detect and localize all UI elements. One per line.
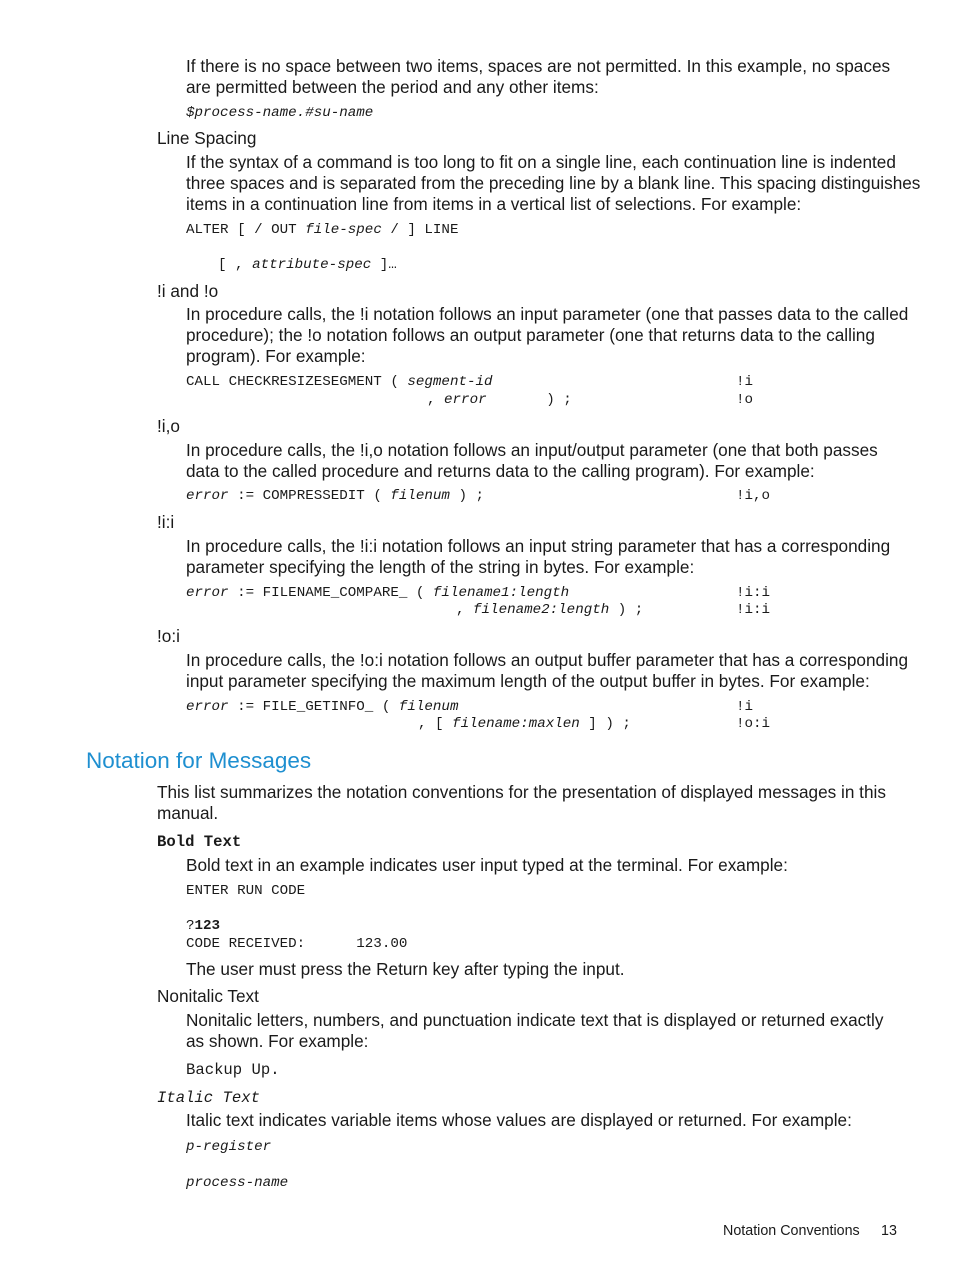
intro-line-1: If there is no space between two items, spaces are not permitted. In this example, no spaces — [186, 56, 891, 76]
code-variable: filenum — [390, 488, 450, 504]
term-i-and-o: !i and !o — [157, 281, 219, 301]
code-variable: error — [444, 392, 487, 408]
code-segment: ALTER [ / OUT — [186, 222, 306, 238]
ii-code-1 — [186, 585, 569, 601]
messages-line-1: This list summarizes the notation conventions for the presentation of displayed messages in this — [157, 782, 886, 802]
intro-paragraph — [186, 56, 890, 98]
code-variable: error — [186, 585, 229, 601]
bold-text-after: The user must press the Return key after typing the input. — [186, 959, 625, 979]
code-segment: [ , — [218, 257, 253, 273]
io-line-2: data to the called procedure and returns data to the calling program). For example: — [186, 460, 815, 481]
code-variable: filename1:length — [432, 585, 570, 601]
code-segment: := FILE_GETINFO_ ( — [228, 699, 399, 715]
line-spacing-line-2: three spaces and is separated from the preceding line by a blank line. This spacing distinguishes — [186, 172, 921, 193]
code-segment: ) ; — [486, 392, 572, 408]
oi-description — [186, 650, 908, 692]
italic-code-1: p-register — [186, 1139, 272, 1155]
io-line-1: In procedure calls, the !i,o notation follows an input/output parameter (one that both passes — [186, 440, 878, 460]
i-and-o-tag-1: !i — [736, 374, 754, 390]
code-variable: error — [186, 488, 229, 504]
italic-code-2: process-name — [186, 1175, 289, 1191]
code-segment: ) ; — [609, 602, 644, 618]
footer-page-number: 13 — [881, 1223, 897, 1239]
nonitalic-line-2: as shown. For example: — [186, 1030, 369, 1051]
ii-line-1: In procedure calls, the !i:i notation follows an input string parameter that has a corresponding — [186, 536, 891, 556]
code-segment: ]… — [371, 257, 397, 273]
intro-line-2: are permitted between the period and any other items: — [186, 76, 599, 97]
i-and-o-line-2: procedure); the !o notation follows an output parameter (one that returns data to the calling — [186, 324, 875, 345]
code-segment: CALL CHECKRESIZESEGMENT ( — [186, 374, 408, 390]
ii-tag-1: !i:i — [736, 585, 771, 601]
io-code-1 — [186, 488, 484, 504]
code-segment: ) ; — [449, 488, 485, 504]
line-spacing-line-1: If the syntax of a command is too long to fit on a single line, each continuation line is indented — [186, 152, 896, 172]
messages-intro — [157, 782, 886, 824]
term-line-spacing: Line Spacing — [157, 128, 257, 148]
oi-line-2: input parameter specifying the maximum length of the output buffer in bytes. For example: — [186, 670, 870, 691]
i-and-o-code-2 — [427, 392, 572, 408]
code-variable: filename:maxlen — [452, 716, 580, 732]
footer-section-title: Notation Conventions — [723, 1223, 860, 1239]
ii-code-2 — [456, 602, 643, 618]
code-variable: filename2:length — [473, 602, 610, 618]
code-variable: error — [186, 699, 229, 715]
term-italic-text: Italic Text — [157, 1089, 260, 1107]
nonitalic-line-1: Nonitalic letters, numbers, and punctuation indicate text that is displayed or returned exactly — [186, 1010, 884, 1030]
term-ii: !i:i — [157, 512, 175, 532]
line-spacing-description — [186, 152, 920, 214]
line-spacing-line-3: items in a continuation line from items in a vertical list of selections. For example: — [186, 193, 802, 214]
nonitalic-code-1: Backup Up. — [186, 1061, 280, 1079]
line-spacing-code-2 — [218, 257, 397, 273]
io-description — [186, 440, 878, 482]
i-and-o-line-3: program). For example: — [186, 345, 366, 366]
term-nonitalic-text: Nonitalic Text — [157, 986, 259, 1006]
ii-tag-2: !i:i — [736, 602, 771, 618]
intro-code: $process-name.#su-name — [186, 105, 374, 121]
code-segment: , — [456, 602, 474, 618]
code-segment: ] ) ; — [579, 716, 631, 732]
code-segment: / ] LINE — [381, 222, 459, 238]
code-segment: := FILENAME_COMPARE_ ( — [228, 585, 433, 601]
code-segment: , — [427, 392, 445, 408]
ii-description — [186, 536, 890, 578]
oi-tag-2: !o:i — [736, 716, 771, 732]
i-and-o-description — [186, 304, 908, 366]
io-tag-1: !i,o — [736, 488, 771, 504]
nonitalic-description — [186, 1010, 883, 1052]
code-variable: file-spec — [305, 222, 382, 238]
oi-tag-1: !i — [736, 699, 754, 715]
term-io: !i,o — [157, 416, 180, 436]
code-segment: , [ — [418, 716, 453, 732]
italic-description: Italic text indicates variable items whose values are displayed or returned. For example: — [186, 1110, 852, 1130]
i-and-o-line-1: In procedure calls, the !i notation follows an input parameter (one that passes data to the called — [186, 304, 909, 324]
bold-text-description: Bold text in an example indicates user input typed at the terminal. For example: — [186, 855, 788, 875]
code-user-input: 123 — [194, 918, 221, 934]
messages-line-2: manual. — [157, 802, 219, 823]
code-segment: := COMPRESSEDIT ( — [228, 488, 391, 504]
oi-code-2 — [418, 716, 631, 732]
bold-text-code-1: ENTER RUN CODE — [186, 883, 306, 899]
i-and-o-tag-2: !o — [736, 392, 754, 408]
code-prompt: ? — [186, 918, 195, 934]
code-variable: filenum — [398, 699, 459, 715]
i-and-o-code-1 — [186, 374, 493, 390]
term-oi: !o:i — [157, 626, 180, 646]
bold-text-code-2 — [186, 918, 220, 934]
code-variable: attribute-spec — [252, 257, 372, 273]
oi-code-1 — [186, 699, 458, 715]
oi-line-1: In procedure calls, the !o:i notation follows an output buffer parameter that has a corresponding — [186, 650, 909, 670]
term-bold-text: Bold Text — [157, 833, 242, 851]
code-variable: segment-id — [407, 374, 493, 390]
ii-line-2: parameter specifying the length of the string in bytes. For example: — [186, 556, 695, 577]
section-heading-messages: Notation for Messages — [86, 748, 312, 773]
bold-text-code-3: CODE RECEIVED: 123.00 — [186, 936, 408, 952]
line-spacing-code-1 — [186, 222, 458, 238]
